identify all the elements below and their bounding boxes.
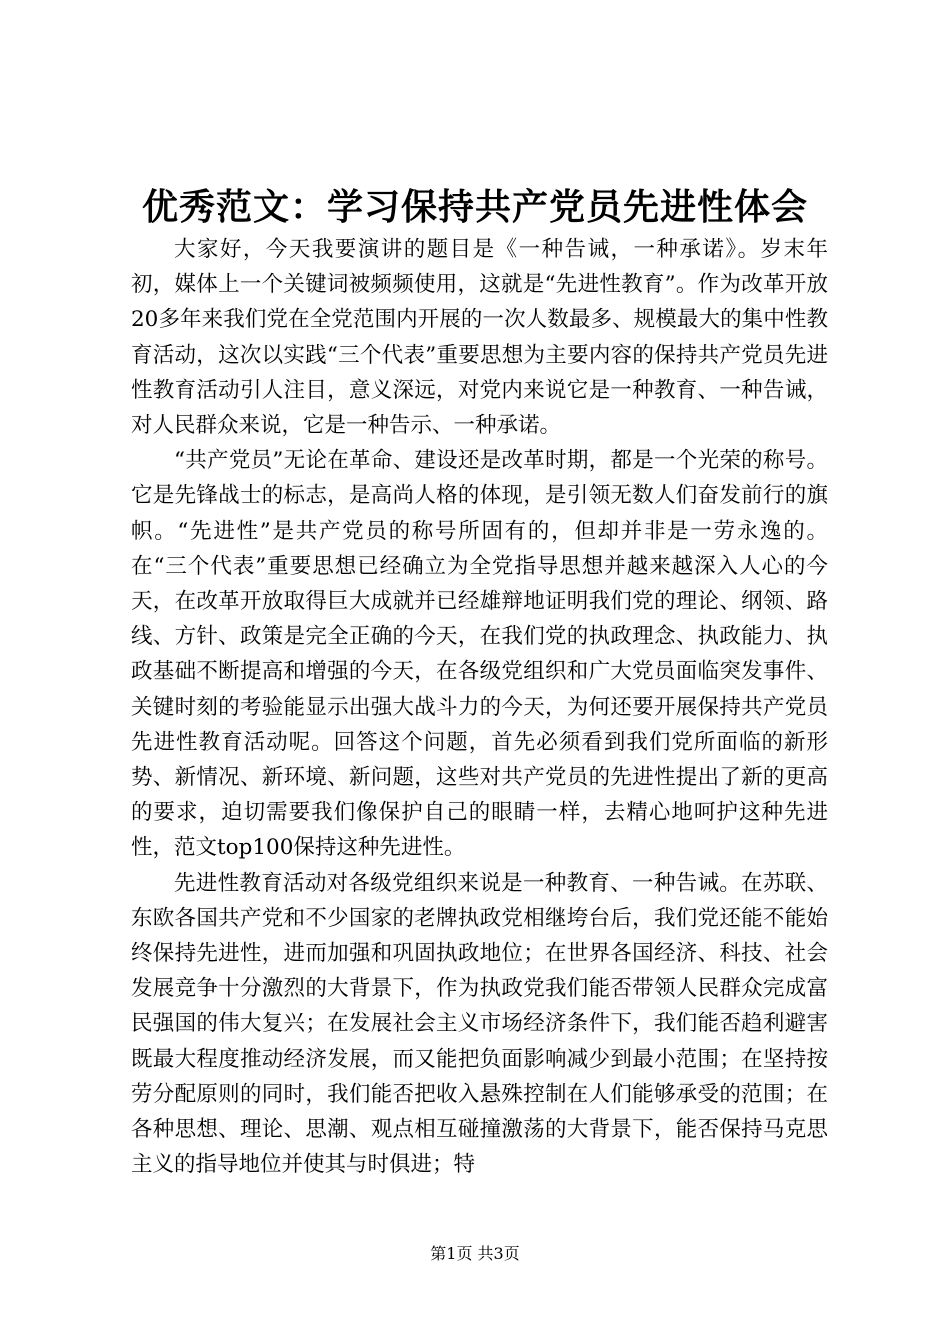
page-number-footer: 第1页 共3页	[430, 1244, 520, 1263]
paragraph-1: 大家好，今天我要演讲的题目是《一种告诫，一种承诺》。岁末年初，媒体上一个关键词被频频使用，这就是“先进性教育”。作为改革开放20多年来我们党在全党范围内开展的一次人数最多、规模最大的集中性教育活动，这次以实践“三个代表”重要思想为主要内容的保持共产党员先进性教育活动引人注目，意义深远，对党内来说它是一种教育、一种告诫，对人民群众来说，它是一种告示、一种承诺。	[131, 237, 828, 439]
document-body	[131, 232, 828, 1182]
paragraph-3: 先进性教育活动对各级党组织来说是一种教育、一种告诫。在苏联、东欧各国共产党和不少国家的老牌执政党相继垮台后，我们党还能不能始终保持先进性，进而加强和巩固执政地位；在世界各国经济、科技、社会发展竞争十分激烈的大背景下，作为执政党我们能否带领人民群众完成富民强国的伟大复兴；在发展社会主义市场经济条件下，我们能否趋利避害既最大程度推动经济发展，而又能把负面影响减少到最小范围；在坚持按劳分配原则的同时，我们能否把收入悬殊控制在人们能够承受的范围；在各种思想、理论、思潮、观点相互碰撞激荡的大背景下，能否保持马克思主义的指导地位并使其与时俱进；特	[131, 870, 828, 1178]
paragraph-2: “共产党员”无论在革命、建设还是改革时期，都是一个光荣的称号。它是先锋战士的标志，是高尚人格的体现，是引领无数人们奋发前行的旗帜。“先进性”是共产党员的称号所固有的，但却并非是一劳永逸的。在“三个代表”重要思想已经确立为全党指导思想并越来越深入人心的今天，在改革开放取得巨大成就并已经雄辩地证明我们党的理论、纲领、路线、方针、政策是完全正确的今天，在我们党的执政理念、执政能力、执政基础不断提高和增强的今天，在各级党组织和广大党员面临突发事件、关键时刻的考验能显示出强大战斗力的今天，为何还要开展保持共产党员先进性教育活动呢。回答这个问题，首先必须看到我们党所面临的新形势、新情况、新环境、新问题，这些对共产党员的先进性提出了新的更高的要求，迫切需要我们像保护自己的眼睛一样，去精心地呵护这种先进性，范文top100保持这种先进性。	[131, 448, 828, 861]
document-title: 优秀范文：学习保持共产党员先进性体会	[141, 187, 808, 228]
